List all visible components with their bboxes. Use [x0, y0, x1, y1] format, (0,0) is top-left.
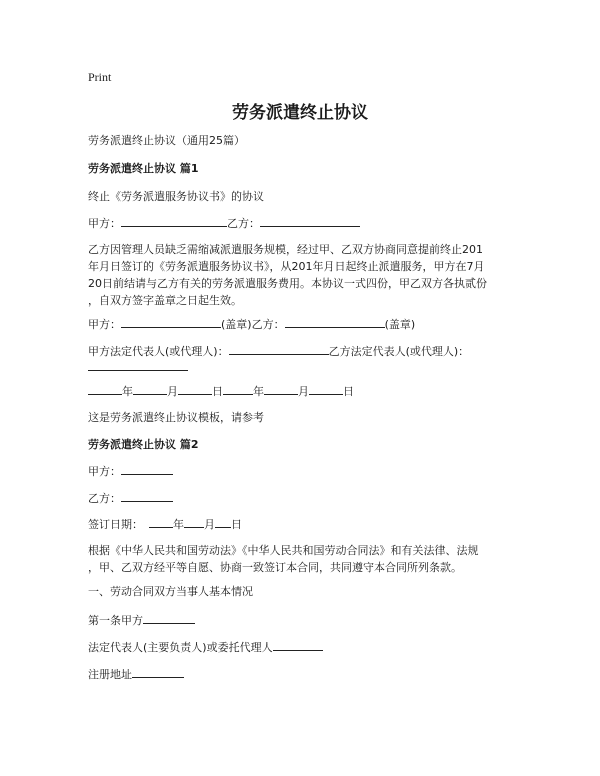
rep-b-blank-line — [88, 358, 188, 377]
part-1-heading: 一、劳动合同双方当事人基本情况 — [88, 585, 253, 598]
section-1-intro: 终止《劳务派遣服务协议书》的协议 — [88, 190, 264, 203]
month-blank[interactable] — [133, 382, 167, 395]
day-blank-2[interactable] — [309, 382, 343, 395]
party-b-label-2: 乙方： — [88, 492, 121, 505]
template-note: 这是劳务派遣终止协议模板，请参考 — [88, 411, 264, 424]
legal-basis — [88, 542, 520, 576]
document-title: 劳务派遣终止协议 — [232, 103, 368, 123]
section-2-party-a — [88, 462, 173, 481]
section-2-heading: 劳务派遣终止协议 篇2 — [88, 438, 199, 451]
rep-b-label: 乙方法定代表人(或代理人)： — [328, 345, 470, 358]
rep-b-blank[interactable] — [88, 358, 188, 371]
article-1-label: 第一条甲方 — [88, 614, 143, 627]
party-b-blank-2[interactable] — [121, 489, 173, 502]
sign-b-blank[interactable] — [285, 315, 385, 328]
address-blank[interactable] — [132, 665, 184, 678]
year-label-2: 年 — [253, 385, 264, 398]
basis-line: ，甲、乙双方经平等自愿、协商一致签订本合同，共同遵守本合同所列条款。 — [88, 561, 462, 574]
legal-rep-line — [88, 638, 323, 657]
sign-a-blank[interactable] — [121, 315, 221, 328]
body-line: 20日前结请与乙方有关的劳务派遣服务费用。本协议一式四份，甲乙双方各执贰份 — [88, 277, 487, 290]
month-label-2: 月 — [298, 385, 309, 398]
day-blank[interactable] — [178, 382, 212, 395]
article-1-line — [88, 611, 195, 630]
sign-day-blank[interactable] — [215, 515, 231, 528]
date-line — [88, 382, 354, 401]
rep-a-blank[interactable] — [229, 342, 329, 355]
day-label-2: 日 — [343, 385, 354, 398]
party-a-label: 甲方： — [88, 217, 121, 230]
seal-line — [88, 315, 415, 334]
sign-year-blank[interactable] — [149, 515, 173, 528]
address-label: 注册地址 — [88, 668, 132, 681]
sign-day-label: 日 — [231, 518, 242, 531]
sign-date-label: 签订日期： — [88, 518, 143, 531]
print-label: Print — [88, 70, 112, 84]
sign-month-label: 月 — [204, 518, 215, 531]
sign-month-blank[interactable] — [184, 515, 204, 528]
party-b-blank[interactable] — [260, 214, 360, 227]
year-label: 年 — [122, 385, 133, 398]
document-subtitle: 劳务派遣终止协议（通用25篇） — [88, 134, 245, 147]
legal-rep-label: 法定代表人(主要负责人)或委托代理人 — [88, 641, 273, 654]
month-blank-2[interactable] — [264, 382, 298, 395]
article-1-blank[interactable] — [143, 611, 195, 624]
seal-label-1: (盖章)乙方： — [221, 318, 285, 331]
year-blank-2[interactable] — [223, 382, 253, 395]
year-blank[interactable] — [88, 382, 122, 395]
address-line — [88, 665, 184, 684]
basis-line: 根据《中华人民共和国劳动法》《中华人民共和国劳动合同法》和有关法律、法规 — [88, 544, 479, 557]
seal-label-2: (盖章) — [384, 318, 416, 331]
sign-year-label: 年 — [173, 518, 184, 531]
section-1-party-line — [88, 214, 360, 233]
rep-a-label: 甲方法定代表人(或代理人)： — [88, 345, 229, 358]
party-a-blank[interactable] — [121, 214, 227, 227]
body-line: 乙方因管理人员缺乏需缩减派遣服务规模，经过甲、乙双方协商同意提前终止201 — [88, 243, 483, 256]
section-1-body — [88, 241, 520, 309]
day-label: 日 — [212, 385, 223, 398]
party-a-blank-2[interactable] — [121, 462, 173, 475]
section-2-party-b — [88, 489, 173, 508]
legal-rep-blank[interactable] — [273, 638, 323, 651]
month-label: 月 — [167, 385, 178, 398]
sign-date-line — [88, 515, 242, 534]
party-a-label-2: 甲方： — [88, 465, 121, 478]
body-line: ，自双方签字盖章之日起生效。 — [88, 294, 242, 307]
section-1-heading: 劳务派遣终止协议 篇1 — [88, 162, 199, 175]
sign-a-label: 甲方： — [88, 318, 121, 331]
party-b-label: 乙方： — [227, 217, 260, 230]
body-line: 年月日签订的《劳务派遣服务协议书》，从201年月日起终止派遣服务，甲方在7月 — [88, 260, 485, 273]
